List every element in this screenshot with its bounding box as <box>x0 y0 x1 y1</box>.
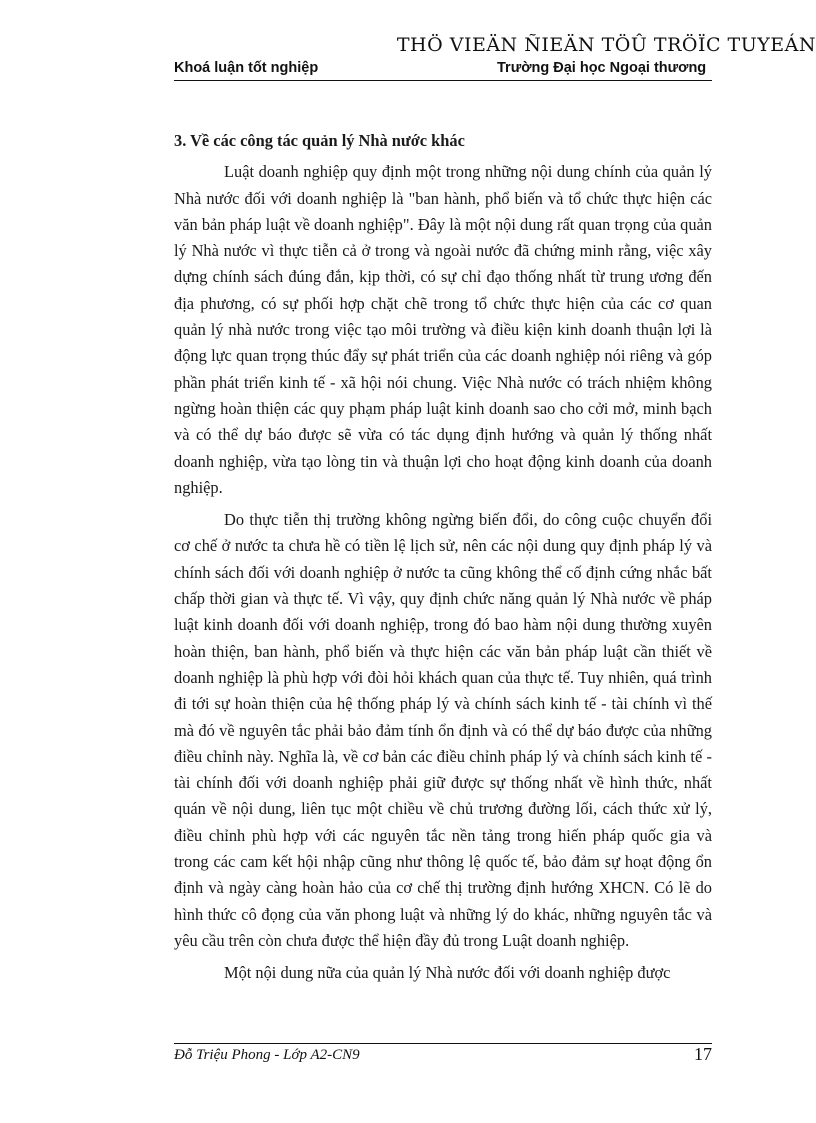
header-thesis-label: Khoá luận tốt nghiệp <box>174 60 319 76</box>
section-title: 3. Về các công tác quản lý Nhà nước khác <box>174 131 465 150</box>
page-footer <box>174 1043 712 1068</box>
watermark-text: THÖ VIEÄN ÑIEÄN TÖÛ TRÖÏC TUYEÁN <box>396 34 816 56</box>
paragraph-1: Luật doanh nghiệp quy định một trong những nội dung chính của quản lý Nhà nước đối với doanh nghiệp là "ban hành, phổ biến và tổ chức thực hiện các văn bản pháp luật về doanh nghiệp". Đây là một nội dung rất quan trọng của quản lý Nhà nước vì thực tiễn cả ở trong và ngoài nước đã chứng minh rằng, việc xây dựng chính sách đúng đắn, kịp thời, có sự chỉ đạo thống nhất từ trung ương đến địa phương, có sự phối hợp chặt chẽ trong tổ chức thực hiện của các cơ quan quản lý nhà nước trong việc tạo môi trường và điều kiện kinh doanh thuận lợi là động lực quan trọng thúc đẩy sự phát triển của các doanh nghiệp nói riêng và góp phần phát triển kinh tế - xã hội nói chung. Việc Nhà nước có trách nhiệm không ngừng hoàn thiện các quy phạm pháp luật kinh doanh sao cho cởi mở, minh bạch và có thể dự báo được sẽ vừa có tác dụng định hướng và quản lý thống nhất doanh nghiệp, vừa tạo lòng tin và thuận lợi cho hoạt động kinh doanh của doanh nghiệp. <box>174 162 712 497</box>
main-content <box>174 128 712 993</box>
footer-author: Đỗ Triệu Phong - Lớp A2-CN9 <box>174 1047 360 1063</box>
header-university-label: Trường Đại học Ngoại thương <box>497 60 707 76</box>
page-number: 17 <box>694 1044 712 1064</box>
paragraph-3: Một nội dung nữa của quản lý Nhà nước đối với doanh nghiệp được <box>224 963 671 983</box>
page-header <box>174 60 712 81</box>
paragraph-2: Do thực tiễn thị trường không ngừng biến đổi, do công cuộc chuyển đổi cơ chế ở nước ta chưa hề có tiền lệ lịch sử, nên các nội dung quy định pháp lý và chính sách đối với doanh nghiệp ở nước ta cũng không thể cố định cứng nhắc bất chấp thời gian và thực tế. Vì vậy, quy định chức năng quản lý Nhà nước về pháp luật kinh doanh đối với doanh nghiệp, trong đó bao hàm nội dung thường xuyên hoàn thiện, ban hành, phổ biến và thực hiện các văn bản pháp luật cần thiết về doanh nghiệp là phù hợp với đòi hỏi khách quan của thực tế. Tuy nhiên, quá trình đi tới sự hoàn thiện của hệ thống pháp lý và chính sách kinh tế - tài chính vì thế mà đó về nguyên tắc phải bảo đảm tính ổn định và có thể dự báo được của những điều chỉnh này. Nghĩa là, về cơ bản các điều chỉnh pháp lý và chính sách kinh tế - tài chính đối với doanh nghiệp phải giữ được sự thống nhất về hình thức, nhất quán về nội dung, liên tục một chiều về chủ trương đường lối, cách thức xử lý, điều chỉnh phù hợp với các nguyên tắc nền tảng trong hiến pháp quốc gia và trong các cam kết hội nhập cũng như thông lệ quốc tế, bảo đảm sự hoạt động ổn định và ngày càng hoàn hảo của cơ chế thị trường định hướng XHCN. Có lẽ do hình thức cô đọng của văn phong luật và những lý do khác, những nguyên tắc và yêu cầu trên còn chưa được thể hiện đầy đủ trong Luật doanh nghiệp. <box>174 510 712 950</box>
